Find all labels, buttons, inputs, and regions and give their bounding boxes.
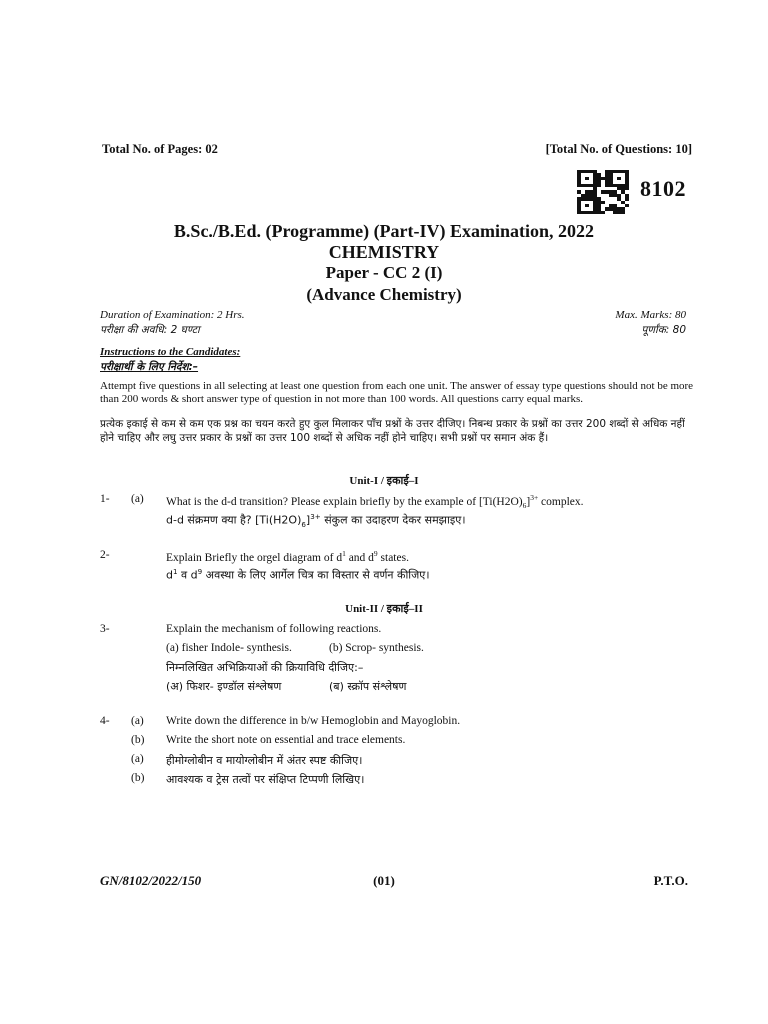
question-1-text-en: What is the d-d transition? Please explain briefly by the example of $[Ti(H2O)_6]^{3+}$ complex. [166, 493, 584, 511]
question-4-part-a-hi: हीमोग्लोबीन व मायोग्लोबीन में अंतर स्पष्ट कीजिए। [166, 754, 363, 767]
paper-title: Paper - CC 2 (I) [325, 263, 443, 282]
question-4-part-b-hi: आवश्यक व ट्रेस तत्वों पर संक्षिप्त टिप्पणी लिखिए। [166, 773, 365, 786]
question-4-part-b-label: (b) [131, 734, 145, 746]
question-3-text-en: Explain the mechanism of following reactions. [166, 623, 382, 635]
instructions-heading-hi: परीक्षार्थी के लिए निर्देश:– [100, 361, 199, 373]
question-3-number: 3- [100, 623, 110, 635]
unit-2-heading: Unit-II / इकाई–II [345, 603, 423, 615]
qr-code-icon [577, 170, 629, 214]
duration-hi: परीक्षा की अवधि: 2 घण्टा [100, 324, 200, 336]
question-2-text-hi: $d^1$ व $d^9$ अवस्था के लिए आर्गेल चित्र का विस्तार से वर्णन कीजिए। [166, 567, 430, 582]
instructions-text-en: Attempt five questions in all selecting at least one question from each one unit. The answer of essay type questions should not be more than 200 words & short answer type of question in not more than 100 words. All questions carry equal marks. [100, 380, 694, 405]
question-4-part-b-en: Write the short note on essential and trace elements. [166, 734, 406, 746]
total-pages: Total No. of Pages: 02 [102, 142, 218, 156]
exam-title: B.Sc./B.Ed. (Programme) (Part-IV) Examination, 2022 [173, 221, 595, 241]
question-4-number: 4- [100, 715, 110, 727]
max-marks-hi: पूर्णांक: 80 [641, 324, 686, 336]
max-marks-en: Max. Marks: 80 [615, 309, 686, 321]
footer-pto: P.T.O. [653, 873, 688, 888]
duration-en: Duration of Examination: 2 Hrs. [100, 309, 245, 321]
paper-subtitle: (Advance Chemistry) [306, 285, 462, 304]
instructions-text-hi: प्रत्येक इकाई से कम से कम एक प्रश्न का चयन करते हुए कुल मिलाकर पाँच प्रश्नों के उत्तर दीजिए। निबन्ध प्रकार के प्रश्नों का उत्तर 200 शब्दों से अधिक नहीं होने चाहिए और लघु उत्तर प्रकार के प्रश्नों का उत्तर 100 शब्दों से अधिक नहीं होने चाहिए। सभी प्रश्नों पर समान अंक हैं। [100, 418, 685, 444]
unit-1-heading: Unit-I / इकाई–I [349, 475, 419, 487]
question-1-text-hi: d-d संक्रमण क्या है? $[Ti(H2O)_6]^{3+}$ संकुल का उदाहरण देकर समझाइए। [166, 512, 466, 529]
question-3-option-b-hi: (ब) स्क्रॉप संश्लेषण [329, 680, 407, 693]
question-4-part-a-en: Write down the difference in b/w Hemoglobin and Mayoglobin. [166, 715, 461, 727]
question-4-part-a-hi-label: (a) [131, 753, 144, 765]
paper-code: 8102 [640, 176, 686, 201]
footer-page-number: (01) [373, 873, 395, 888]
question-3-text-hi: निम्नलिखित अभिक्रियाओं की क्रियाविधि दीजिए:– [166, 661, 364, 674]
question-4-part-b-hi-label: (b) [131, 772, 145, 784]
question-3-option-a-en: (a) fisher Indole- synthesis. [166, 642, 292, 654]
question-1-part-label: (a) [131, 493, 144, 505]
footer-code: GN/8102/2022/150 [100, 873, 202, 888]
question-3-option-a-hi: (अ) फिशर- इण्डॉल संश्लेषण [166, 680, 282, 693]
question-1-number: 1- [100, 493, 110, 505]
question-2-number: 2- [100, 549, 110, 561]
instructions-heading-en: Instructions to the Candidates: [100, 346, 241, 358]
question-2-text-en: Explain Briefly the orgel diagram of $d^1$ and $d^9$ states. [166, 549, 409, 564]
total-questions: [Total No. of Questions: 10] [545, 142, 692, 156]
subject-title: CHEMISTRY [328, 242, 440, 262]
question-4-part-a-label: (a) [131, 715, 144, 727]
question-3-option-b-en: (b) Scrop- synthesis. [329, 642, 424, 654]
